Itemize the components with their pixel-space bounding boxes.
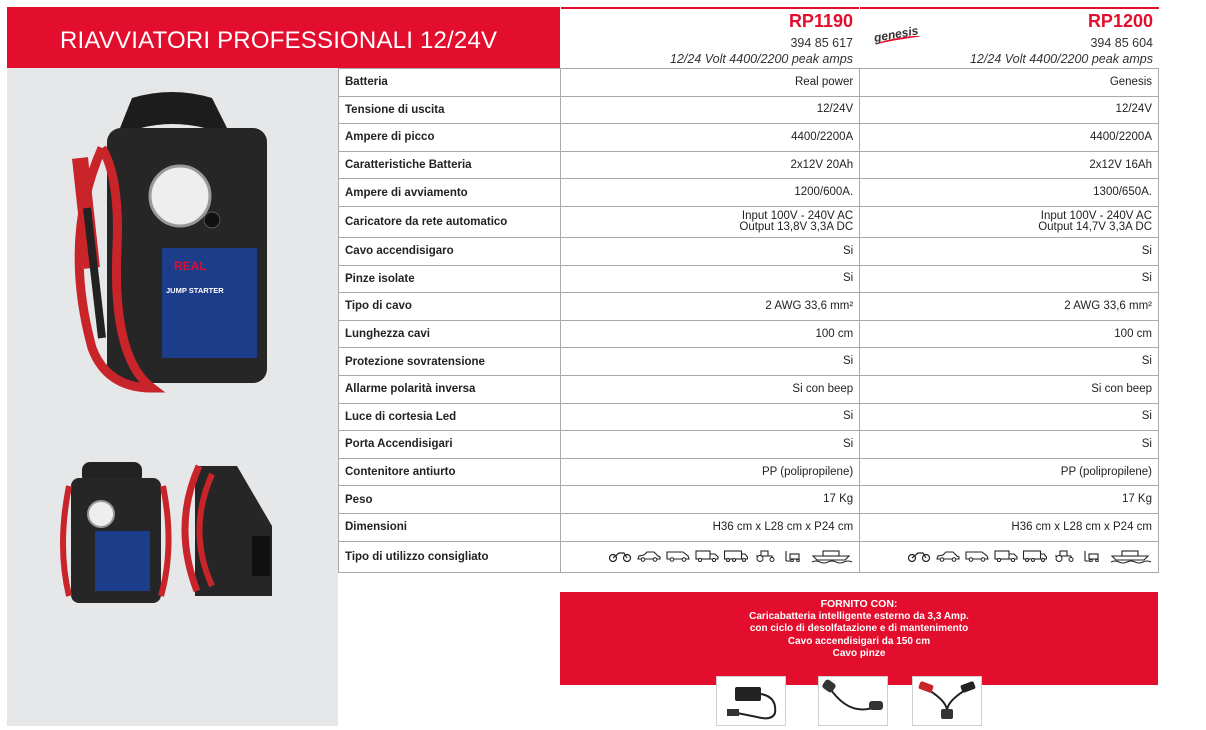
- spec-value-rp1200: 17 Kg: [860, 486, 1159, 514]
- product-description: 12/24 Volt 4400/2200 peak amps: [669, 52, 853, 66]
- forklift-icon: [782, 550, 806, 562]
- table-row: [339, 69, 1159, 97]
- usage-icons-rp1200: [860, 541, 1159, 572]
- charger-input: Input 100V - 240V AC: [741, 209, 854, 222]
- forklift-icon: [1081, 550, 1105, 562]
- tractor-icon: [1052, 550, 1076, 562]
- spec-label: Lunghezza cavi: [339, 320, 561, 348]
- semi-truck-icon: [724, 550, 748, 562]
- boat-icon: [1110, 548, 1152, 564]
- charger-output: Output 14,7V 3,3A DC: [1038, 220, 1152, 233]
- table-row: [339, 320, 1159, 348]
- usage-icons-rp1190: [561, 541, 860, 572]
- charger-output: Output 13,8V 3,3A DC: [739, 220, 854, 233]
- spec-label: Peso: [339, 486, 561, 514]
- spec-value-rp1190: Si: [561, 348, 860, 376]
- spec-value-rp1200: H36 cm x L28 cm x P24 cm: [860, 513, 1159, 541]
- product-code: RP1200: [1087, 11, 1153, 31]
- page-title: RIAVVIATORI PROFESSIONALI 12/24V: [60, 27, 498, 54]
- supplied-heading: FORNITO CON:: [820, 598, 898, 610]
- spec-value-rp1200: 4400/2200A: [860, 124, 1159, 152]
- spec-value-rp1200: 2x12V 16Ah: [860, 151, 1159, 179]
- spec-label: Ampere di picco: [339, 124, 561, 152]
- spec-label: Luce di cortesia Led: [339, 403, 561, 431]
- truck-icon: [994, 550, 1018, 562]
- table-row: [339, 403, 1159, 431]
- spec-value-rp1190: 2 AWG 33,6 mm²: [561, 293, 860, 321]
- charger-input: Input 100V - 240V AC: [1040, 209, 1152, 222]
- spec-value-rp1190: Si con beep: [561, 375, 860, 403]
- table-row: [339, 458, 1159, 486]
- product-description: 12/24 Volt 4400/2200 peak amps: [969, 52, 1153, 66]
- supplied-line: Cavo pinze: [832, 648, 886, 659]
- charger-accessory-image: [716, 676, 786, 726]
- table-row: [339, 293, 1159, 321]
- clamps-icon: [913, 677, 981, 725]
- spec-value-rp1190: [561, 206, 860, 237]
- table-row: [339, 541, 1159, 572]
- table-row: [339, 265, 1159, 293]
- spec-value-rp1200: Si con beep: [860, 375, 1159, 403]
- product-code: RP1190: [788, 11, 853, 31]
- van-icon: [666, 550, 690, 562]
- motorcycle-icon: [608, 550, 632, 562]
- table-row: [339, 431, 1159, 459]
- spec-value-rp1190: Si: [561, 265, 860, 293]
- spec-value-rp1200: 1300/650A.: [860, 179, 1159, 207]
- spec-value-rp1200: [860, 206, 1159, 237]
- spec-label: Cavo accendisigaro: [339, 237, 561, 265]
- clamp-cable-accessory-image: [912, 676, 982, 726]
- cigarette-plug-icon: [819, 677, 887, 725]
- spec-value-rp1200: Si: [860, 348, 1159, 376]
- product-number: 394 85 604: [1090, 36, 1153, 50]
- supplied-line: Caricabatteria intelligente esterno da 3,3 Amp.: [749, 610, 969, 622]
- table-row: [339, 375, 1159, 403]
- spec-label: Pinze isolate: [339, 265, 561, 293]
- table-row: [339, 206, 1159, 237]
- spec-value-rp1190: H36 cm x L28 cm x P24 cm: [561, 513, 860, 541]
- spec-value-rp1200: Si: [860, 431, 1159, 459]
- spec-value-rp1200: PP (polipropilene): [860, 458, 1159, 486]
- spec-value-rp1190: 100 cm: [561, 320, 860, 348]
- product-image-panel: [7, 68, 338, 726]
- van-icon: [965, 550, 989, 562]
- spec-label: Tensione di uscita: [339, 96, 561, 124]
- title-bar: [7, 7, 560, 68]
- car-icon: [936, 550, 960, 562]
- spec-label: Protezione sovratensione: [339, 348, 561, 376]
- motorcycle-icon: [907, 550, 931, 562]
- spec-value-rp1190: PP (polipropilene): [561, 458, 860, 486]
- table-row: [339, 124, 1159, 152]
- table-row: [339, 237, 1159, 265]
- spec-value-rp1200: 2 AWG 33,6 mm²: [860, 293, 1159, 321]
- spec-label: Porta Accendisigari: [339, 431, 561, 459]
- jump-starter-side-image: [177, 456, 287, 606]
- car-icon: [637, 550, 661, 562]
- charger-icon: [717, 677, 785, 725]
- spec-label: Tipo di cavo: [339, 293, 561, 321]
- table-row: [339, 348, 1159, 376]
- product-header-rp1190: [561, 7, 859, 68]
- boat-icon: [811, 548, 853, 564]
- device-brand-text: REAL: [174, 259, 207, 273]
- spec-label: Tipo di utilizzo consigliato: [339, 541, 561, 572]
- truck-icon: [695, 550, 719, 562]
- cigarette-cable-accessory-image: [818, 676, 888, 726]
- product-header-rp1200: [860, 7, 1159, 68]
- spec-value-rp1190: 1200/600A.: [561, 179, 860, 207]
- spec-value-rp1190: 17 Kg: [561, 486, 860, 514]
- spec-label: Batteria: [339, 69, 561, 97]
- supplied-with-box: [560, 592, 1158, 685]
- spec-value-rp1200: 100 cm: [860, 320, 1159, 348]
- semi-truck-icon: [1023, 550, 1047, 562]
- table-row: [339, 486, 1159, 514]
- spec-value-rp1200: Genesis: [860, 69, 1159, 97]
- spec-value-rp1200: 12/24V: [860, 96, 1159, 124]
- spec-value-rp1190: Si: [561, 403, 860, 431]
- spec-value-rp1190: 4400/2200A: [561, 124, 860, 152]
- spec-label: Caricatore da rete automatico: [339, 206, 561, 237]
- spec-value-rp1190: Si: [561, 237, 860, 265]
- spec-value-rp1190: Si: [561, 431, 860, 459]
- spec-table: [338, 68, 1159, 573]
- spec-value-rp1200: Si: [860, 237, 1159, 265]
- spec-label: Contenitore antiurto: [339, 458, 561, 486]
- supplied-line: con ciclo di desolfatazione e di mantenimento: [749, 623, 969, 634]
- product-number: 394 85 617: [790, 36, 853, 50]
- spec-value-rp1200: Si: [860, 265, 1159, 293]
- spec-label: Allarme polarità inversa: [339, 375, 561, 403]
- spec-value-rp1190: 2x12V 20Ah: [561, 151, 860, 179]
- table-row: [339, 151, 1159, 179]
- tractor-icon: [753, 550, 777, 562]
- spec-label: Caratteristiche Batteria: [339, 151, 561, 179]
- jump-starter-front-image: [57, 456, 172, 606]
- genesis-logo: genesis: [873, 23, 921, 48]
- spec-value-rp1190: 12/24V: [561, 96, 860, 124]
- table-row: [339, 179, 1159, 207]
- spec-value-rp1200: Si: [860, 403, 1159, 431]
- supplied-line: Cavo accendisigari da 150 cm: [787, 635, 931, 647]
- device-model-text: JUMP STARTER: [166, 286, 224, 295]
- table-row: [339, 513, 1159, 541]
- spec-label: Dimensioni: [339, 513, 561, 541]
- spec-label: Ampere di avviamento: [339, 179, 561, 207]
- table-row: [339, 96, 1159, 124]
- spec-value-rp1190: Real power: [561, 69, 860, 97]
- jump-starter-main-image: [62, 88, 282, 398]
